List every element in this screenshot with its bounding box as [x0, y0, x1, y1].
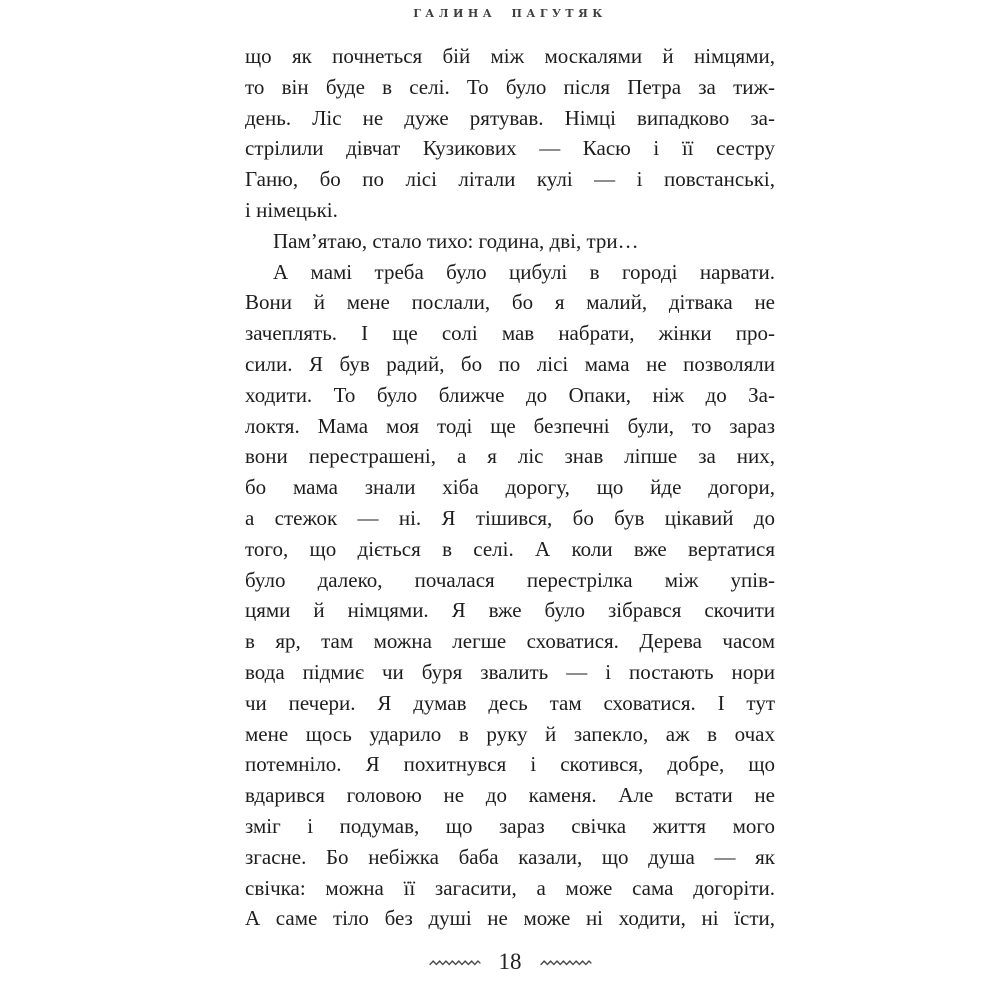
text-column — [245, 0, 775, 975]
text-line: мене щось ударило в руку й запекло, аж в очах — [245, 721, 775, 746]
text-line: а стежок — ні. Я тішився, бо був цікавий до — [245, 505, 775, 530]
text-line: Ганю, бо по лісі літали кулі — і повстанські, — [245, 167, 775, 192]
text-line: цями й німцями. Я вже було зібрався скочити — [245, 598, 775, 623]
text-line: того, що діється в селі. А коли вже вертатися — [245, 536, 775, 561]
page-number: 18 — [498, 949, 522, 975]
text-line: Вони й мене послали, бо я малий, дітвака не — [245, 290, 775, 315]
page-footer — [245, 950, 775, 975]
wavy-ornament-right-icon — [540, 958, 592, 967]
text-line: А саме тіло без душі не може ні ходити, ні їсти, — [245, 906, 775, 931]
text-line: сили. Я був радий, бо по лісі мама не позволяли — [245, 351, 775, 376]
text-line: вдарився головою не до каменя. Але встати не — [245, 783, 775, 808]
text-line: вони перестрашені, а я ліс знав ліпше за них, — [245, 444, 775, 469]
text-line: Пам’ятаю, стало тихо: година, дві, три… — [273, 228, 639, 253]
text-line: зміг і подумав, що зараз свічка життя мого — [245, 813, 775, 838]
text-line: день. Ліс не дуже рятував. Німці випадково за- — [245, 105, 775, 130]
wavy-ornament-left-icon — [429, 958, 481, 967]
text-line: вода підмиє чи буря звалить — і постають нори — [245, 659, 775, 684]
running-header-author: ГАЛИНА ПАГУТЯК — [413, 7, 607, 20]
text-block — [245, 41, 775, 934]
text-line: то він буде в селі. То було після Петра за тиж- — [245, 74, 775, 99]
text-line: свічка: можна її загасити, а може сама догоріти. — [245, 875, 775, 900]
text-line: бо мама знали хіба дорогу, що йде догори, — [245, 475, 775, 500]
text-line: було далеко, почалася перестрілка між упів- — [245, 567, 775, 592]
text-line: і німецькі. — [245, 197, 338, 222]
text-line: чи печери. Я думав десь там сховатися. І тут — [245, 690, 775, 715]
text-line: А мамі треба було цибулі в городі нарвати. — [273, 259, 775, 284]
text-line: в яр, там можна легше сховатися. Дерева часом — [245, 629, 775, 654]
text-line: потемніло. Я похитнувся і скотився, добре, що — [245, 752, 775, 777]
text-line: згасне. Бо небіжка баба казали, що душа — як — [245, 844, 775, 869]
text-line: що як почнеться бій між москалями й німцями, — [245, 44, 775, 68]
text-line: ходити. То було ближче до Опаки, ніж до За- — [245, 382, 775, 407]
text-line: локтя. Мама моя тоді ще безпечні були, то зараз — [245, 413, 775, 438]
text-line: зачеплять. І ще солі мав набрати, жінки про- — [245, 321, 775, 346]
text-line: стрілили дівчат Кузикових — Касю і її сестру — [245, 136, 775, 161]
